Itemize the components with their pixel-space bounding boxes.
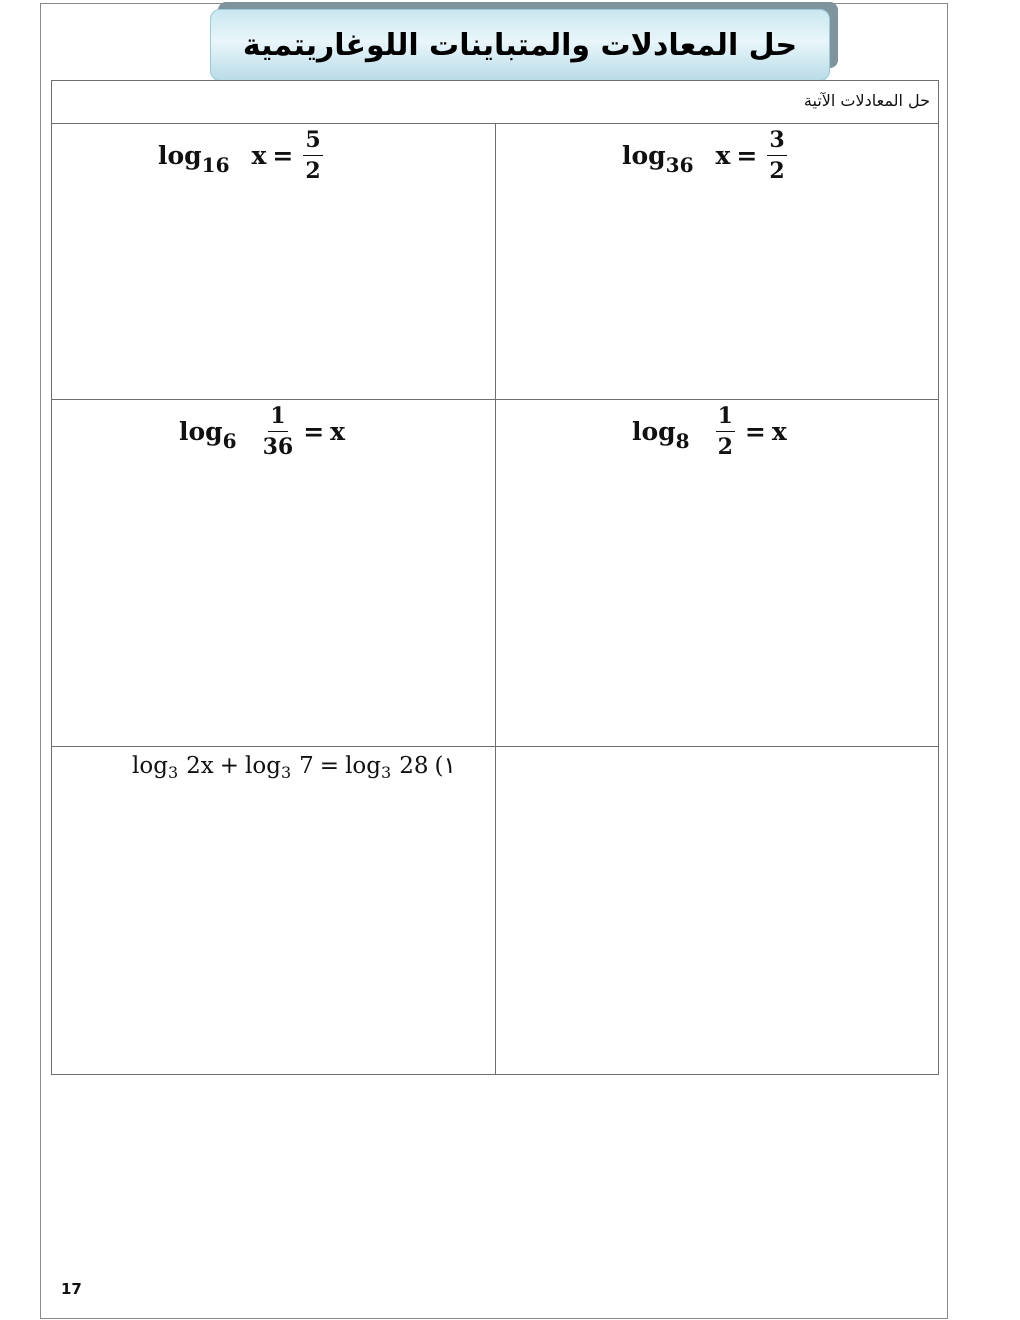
log-argument: 2x <box>186 753 214 779</box>
log-argument: 7 <box>299 753 314 779</box>
answer-cell-5[interactable] <box>52 747 495 1074</box>
equals-sign: = <box>303 417 325 446</box>
log-text: log <box>158 141 202 170</box>
denominator: 36 <box>262 434 294 460</box>
equals-sign: = <box>744 417 766 446</box>
log-base: 16 <box>201 152 230 177</box>
equation-4 <box>179 405 345 458</box>
item-number: (١ <box>434 753 456 779</box>
log-base: 36 <box>665 152 694 177</box>
numerator: 5 <box>303 129 322 156</box>
denominator: 2 <box>769 158 785 184</box>
answer-cell-3[interactable] <box>496 400 938 746</box>
log-text: log <box>622 141 666 170</box>
log-base: 3 <box>381 763 392 782</box>
answer-cell-2[interactable] <box>52 124 495 399</box>
answer-cell-empty[interactable] <box>496 747 938 1074</box>
equals-sign: = <box>736 141 758 170</box>
page-number: 17 <box>61 1280 82 1298</box>
equation-2 <box>158 129 327 182</box>
numerator: 1 <box>268 405 287 432</box>
variable: x <box>330 417 346 446</box>
page-title: حل المعادلات والمتباينات اللوغاريتمية <box>242 27 798 63</box>
numerator: 1 <box>716 405 735 432</box>
fraction <box>767 129 786 182</box>
equals-sign: = <box>319 753 340 779</box>
log-text: log <box>345 753 381 779</box>
equals-sign: = <box>272 141 294 170</box>
fraction <box>263 405 294 458</box>
log-base: 8 <box>675 428 690 453</box>
answer-cell-4[interactable] <box>52 400 495 746</box>
instruction-text: حل المعادلات الآتية <box>803 91 930 110</box>
equation-1 <box>622 129 791 182</box>
title-banner <box>210 9 830 81</box>
equation-3 <box>632 405 787 458</box>
log-argument: 28 <box>399 753 429 779</box>
denominator: 2 <box>305 158 321 184</box>
numerator: 3 <box>767 129 786 156</box>
denominator: 2 <box>717 434 733 460</box>
log-text: log <box>245 753 281 779</box>
log-base: 3 <box>167 763 179 782</box>
log-text: log <box>632 417 676 446</box>
worksheet-table <box>51 80 939 1075</box>
variable: x <box>771 417 787 446</box>
log-text: log <box>132 753 168 779</box>
equation-5 <box>132 753 456 782</box>
plus-sign: + <box>219 753 240 779</box>
variable: x <box>251 141 267 170</box>
log-base: 3 <box>280 763 292 782</box>
answer-cell-1[interactable] <box>496 124 938 399</box>
fraction <box>716 405 735 458</box>
fraction <box>303 129 322 182</box>
instruction-row <box>52 81 938 124</box>
log-text: log <box>179 417 223 446</box>
log-base: 6 <box>222 428 237 453</box>
variable: x <box>715 141 731 170</box>
